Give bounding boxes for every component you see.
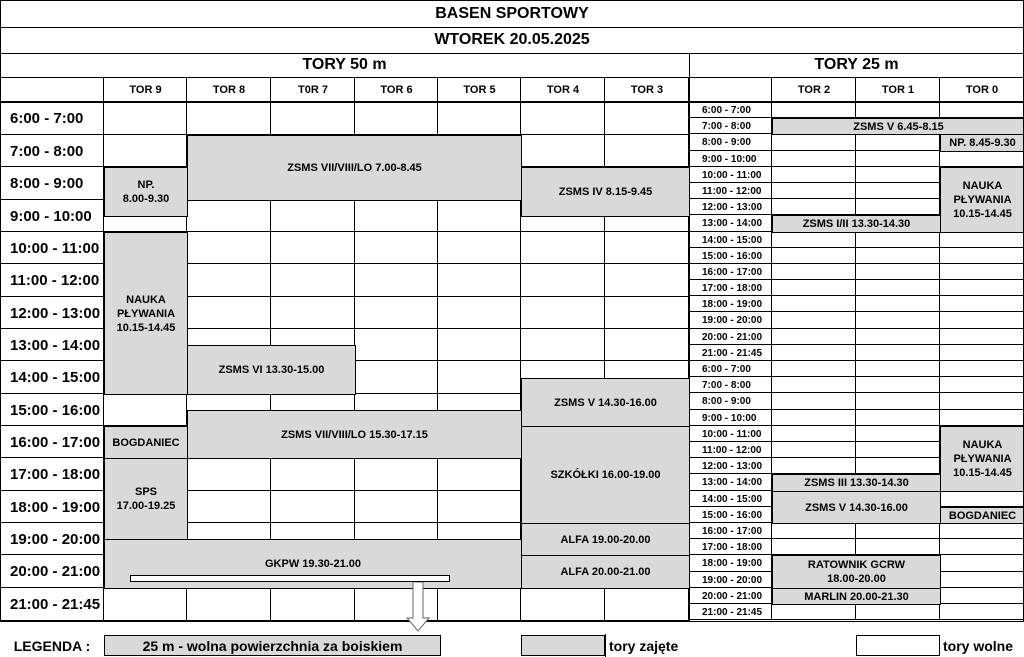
booking-25m[interactable]: ZSMS V 14.30-16.00 (772, 491, 941, 524)
slot-cell-50 (187, 232, 271, 264)
time-label-50: 9:00 - 10:00 (10, 207, 92, 225)
slot-cell-50 (521, 329, 605, 361)
slot-cell-25 (772, 151, 856, 167)
legend-label: LEGENDA : (13, 637, 91, 654)
slot-cell-25 (856, 377, 940, 393)
slot-cell-50 (438, 361, 521, 394)
time-label-25: 6:00 - 7:00 (702, 104, 751, 116)
slot-cell-50 (605, 102, 689, 135)
slot-cell-50 (187, 102, 271, 135)
slot-cell-25 (772, 199, 856, 215)
lane-header-25-tor-1: TOR 1 (881, 83, 915, 96)
slot-cell-25 (940, 102, 1024, 118)
booking-50m[interactable]: GKPW 19.30-21.00 (104, 539, 522, 589)
slot-cell-25 (940, 377, 1024, 393)
slot-cell-50 (521, 232, 605, 264)
slot-cell-25 (940, 491, 1024, 507)
slot-cell-50 (438, 102, 521, 135)
slot-cell-50 (355, 232, 438, 264)
slot-cell-25 (772, 134, 856, 151)
slot-cell-50 (271, 102, 355, 135)
slot-cell-25 (772, 280, 856, 296)
time-label-25: 8:00 - 9:00 (702, 396, 751, 407)
lane-header-tor-6: TOR 6 (380, 83, 413, 96)
time-label-25: 17:00 - 18:00 (702, 541, 763, 553)
time-label-25: 7:00 - 8:00 (702, 120, 751, 132)
slot-cell-50 (438, 297, 521, 329)
slot-cell-25 (856, 410, 940, 426)
time-label-50: 16:00 - 17:00 (10, 433, 101, 451)
time-label-25: 16:00 - 17:00 (702, 266, 763, 278)
time-label-25: 12:00 - 13:00 (702, 201, 763, 213)
slot-cell-50 (521, 264, 605, 297)
booking-25m[interactable]: NP. 8.45-9.30 (940, 134, 1024, 152)
time-label-50: 14:00 - 15:00 (10, 369, 101, 386)
lane-header-tor-8: TOR 8 (212, 83, 246, 96)
time-label-25: 20:00 - 21:00 (702, 590, 763, 602)
slot-cell-50 (187, 264, 271, 297)
slot-cell-25 (772, 167, 856, 183)
slot-cell-25 (856, 329, 940, 345)
booking-50m[interactable]: ALFA 20.00-21.00 (521, 555, 690, 589)
slot-cell-25 (772, 312, 856, 329)
time-label-25: 17:00 - 18:00 (702, 282, 763, 294)
grid-left-rule (0, 0, 1, 621)
slot-cell-25 (772, 264, 856, 280)
slot-cell-25 (940, 539, 1024, 555)
slot-cell-50 (355, 264, 438, 297)
page-title: BASEN SPORTOWY (435, 4, 589, 22)
booking-50m[interactable]: ZSMS V 14.30-16.00 (521, 378, 690, 427)
slot-cell-25 (856, 604, 940, 620)
slot-cell-25 (856, 426, 940, 442)
slot-cell-50 (521, 588, 605, 621)
booking-25m[interactable]: BOGDANIEC (940, 507, 1024, 524)
area-25m-marker (130, 575, 450, 582)
slot-cell-50 (521, 102, 605, 135)
time-label-25: 18:00 - 19:00 (702, 558, 763, 569)
slot-cell-25 (772, 539, 856, 555)
slot-cell-50 (355, 297, 438, 329)
slot-cell-25 (940, 232, 1024, 248)
time-label-25: 11:00 - 12:00 (702, 185, 762, 197)
time-label-50: 20:00 - 21:00 (10, 563, 101, 580)
date-heading: WTOREK 20.05.2025 (434, 31, 590, 48)
slot-cell-25 (772, 248, 856, 264)
booking-25m[interactable]: NAUKA PŁYWANIA 10.15-14.45 (940, 426, 1024, 492)
slot-cell-25 (940, 296, 1024, 312)
slot-cell-25 (856, 232, 940, 248)
time-label-25: 15:00 - 16:00 (702, 509, 763, 521)
slot-cell-25 (940, 393, 1024, 410)
time-label-50: 17:00 - 18:00 (10, 466, 101, 483)
time-label-25: 13:00 - 14:00 (702, 477, 763, 488)
time-label-25: 7:00 - 8:00 (702, 379, 751, 391)
time-label-25: 15:00 - 16:00 (702, 250, 763, 262)
slot-cell-25 (856, 393, 940, 410)
slot-cell-25 (856, 264, 940, 280)
lane-header-tor-5: TOR 5 (463, 83, 496, 96)
slot-cell-50 (355, 329, 438, 361)
slot-cell-50 (355, 102, 438, 135)
section-25m-heading: TORY 25 m (814, 56, 899, 73)
slot-cell-50 (104, 588, 187, 621)
time-label-50: 15:00 - 16:00 (10, 401, 101, 419)
slot-cell-25 (772, 296, 856, 312)
legend-free-label: tory wolne (943, 637, 1014, 654)
slot-cell-25 (772, 393, 856, 410)
lane-header-25-tor-0: TOR 0 (965, 83, 999, 96)
slot-cell-50 (605, 588, 689, 621)
slot-cell-50 (271, 200, 355, 232)
slot-cell-50 (605, 264, 689, 297)
slot-cell-25 (856, 361, 940, 377)
booking-50m[interactable]: ZSMS VII/VIII/LO 15.30-17.15 (187, 410, 522, 459)
time-label-25: 14:00 - 15:00 (702, 493, 763, 505)
slot-cell-50 (187, 200, 271, 232)
time-label-25: 11:00 - 12:00 (702, 444, 762, 456)
slot-cell-50 (104, 135, 187, 167)
slot-cell-25 (940, 410, 1024, 426)
booking-50m[interactable]: ZSMS IV 8.15-9.45 (521, 167, 690, 217)
booking-50m[interactable]: NAUKA PŁYWANIA 10.15-14.45 (104, 232, 188, 395)
slot-cell-50 (355, 491, 438, 523)
slot-cell-50 (271, 264, 355, 297)
section-divider-rule (689, 53, 690, 621)
slot-cell-25 (772, 458, 856, 474)
time-label-25: 19:00 - 20:00 (702, 315, 763, 326)
slot-cell-25 (940, 572, 1024, 588)
slot-cell-25 (940, 280, 1024, 296)
slot-cell-25 (772, 232, 856, 248)
slot-cell-25 (940, 523, 1024, 539)
booking-25m[interactable]: MARLIN 20.00-21.30 (772, 588, 941, 605)
time-label-25: 10:00 - 11:00 (702, 169, 762, 181)
slot-cell-50 (605, 329, 689, 361)
slot-cell-25 (772, 604, 856, 620)
slot-cell-50 (438, 458, 521, 491)
slot-cell-50 (438, 264, 521, 297)
slot-cell-25 (940, 345, 1024, 361)
booking-25m[interactable]: ZSMS I/II 13.30-14.30 (772, 215, 941, 233)
slot-cell-25 (856, 183, 940, 199)
down-arrow-icon (406, 582, 430, 632)
time-label-50: 7:00 - 8:00 (10, 142, 84, 160)
slot-cell-25 (772, 377, 856, 393)
time-label-25: 16:00 - 17:00 (702, 525, 763, 537)
header-rule (0, 77, 1024, 78)
slot-cell-50 (187, 491, 271, 523)
slot-cell-50 (271, 588, 355, 621)
time-label-50: 10:00 - 11:00 (10, 239, 100, 257)
slot-cell-50 (271, 232, 355, 264)
slot-cell-25 (940, 264, 1024, 280)
slot-cell-25 (940, 604, 1024, 620)
time-label-50: 11:00 - 12:00 (10, 272, 100, 289)
slot-cell-50 (187, 297, 271, 329)
lane-header-tor-9: TOR 9 (129, 83, 162, 96)
slot-cell-25 (856, 312, 940, 329)
slot-cell-25 (856, 458, 940, 474)
legend-25m-area: 25 m - wolna powierzchnia za boiskiem (104, 635, 441, 656)
booking-25m[interactable]: NAUKA PŁYWANIA 10.15-14.45 (940, 167, 1024, 233)
booking-50m[interactable]: SPS 17.00-19.25 (104, 458, 188, 540)
slot-cell-25 (772, 426, 856, 442)
slot-cell-25 (856, 102, 940, 118)
slot-cell-25 (772, 329, 856, 345)
slot-cell-25 (940, 361, 1024, 377)
slot-cell-25 (940, 329, 1024, 345)
slot-cell-50 (104, 394, 187, 426)
time-label-50: 18:00 - 19:00 (10, 498, 101, 516)
slot-cell-50 (605, 232, 689, 264)
slot-cell-25 (856, 442, 940, 458)
slot-cell-50 (438, 588, 521, 621)
slot-cell-25 (940, 151, 1024, 167)
booking-50m[interactable]: ZSMS VI 13.30-15.00 (187, 345, 356, 395)
booking-50m[interactable]: NP. 8.00-9.30 (104, 167, 188, 217)
slot-cell-25 (856, 523, 940, 539)
time-label-25: 14:00 - 15:00 (702, 234, 763, 246)
slot-cell-25 (940, 555, 1024, 572)
slot-cell-25 (940, 248, 1024, 264)
time-label-50: 12:00 - 13:00 (10, 304, 101, 322)
booking-50m[interactable]: BOGDANIEC (104, 426, 188, 459)
time-label-25: 21:00 - 21:45 (702, 606, 763, 618)
slot-cell-25 (940, 588, 1024, 604)
time-label-50: 6:00 - 7:00 (10, 110, 84, 127)
slot-cell-50 (104, 102, 187, 135)
slot-cell-25 (856, 296, 940, 312)
lane-header-cell (0, 77, 104, 102)
booking-50m[interactable]: SZKÓŁKI 16.00-19.00 (521, 426, 690, 524)
slot-cell-25 (772, 183, 856, 199)
lane-header-25-tor-2: TOR 2 (797, 83, 831, 96)
time-label-25: 19:00 - 20:00 (702, 574, 763, 586)
slot-cell-50 (271, 297, 355, 329)
legend-occupied-swatch (521, 635, 605, 656)
time-label-50: 21:00 - 21:45 (10, 596, 101, 613)
booking-25m[interactable]: ZSMS V 6.45-8.15 (772, 118, 1024, 135)
slot-cell-50 (271, 458, 355, 491)
header-rule (0, 53, 1024, 54)
slot-cell-50 (355, 200, 438, 232)
slot-cell-25 (772, 361, 856, 377)
slot-cell-50 (271, 491, 355, 523)
slot-cell-50 (438, 491, 521, 523)
slot-cell-25 (856, 345, 940, 361)
slot-cell-50 (438, 329, 521, 361)
slot-cell-25 (940, 312, 1024, 329)
slot-cell-25 (856, 134, 940, 151)
header-rule (0, 27, 1024, 28)
slot-cell-50 (187, 458, 271, 491)
time-label-25: 6:00 - 7:00 (702, 363, 751, 375)
time-label-25: 13:00 - 14:00 (702, 218, 763, 229)
slot-cell-50 (605, 135, 689, 167)
time-label-25: 12:00 - 13:00 (702, 460, 763, 472)
slot-cell-50 (605, 297, 689, 329)
title-top-rule (0, 0, 1024, 1)
booking-50m[interactable]: ALFA 19.00-20.00 (521, 523, 690, 556)
lane-header-t0r-7: T0R 7 (298, 83, 328, 96)
booking-25m[interactable]: RATOWNIK GCRW 18.00-20.00 (772, 555, 941, 589)
slot-cell-50 (521, 297, 605, 329)
time-label-50: 13:00 - 14:00 (10, 336, 101, 354)
slot-cell-25 (856, 167, 940, 183)
slot-cell-25 (772, 523, 856, 539)
slot-cell-50 (438, 232, 521, 264)
time-label-25: 10:00 - 11:00 (702, 428, 762, 440)
lane-header-tor-4: TOR 4 (546, 83, 580, 96)
slot-cell-25 (772, 345, 856, 361)
time-label-25: 20:00 - 21:00 (702, 331, 763, 343)
lane-header-cell (689, 77, 772, 102)
time-label-50: 8:00 - 9:00 (10, 175, 84, 192)
header-rule (0, 102, 1024, 103)
slot-cell-25 (856, 199, 940, 215)
booking-50m[interactable]: ZSMS VII/VIII/LO 7.00-8.45 (187, 135, 522, 201)
slot-cell-50 (521, 135, 605, 167)
slot-cell-25 (856, 280, 940, 296)
slot-cell-25 (772, 442, 856, 458)
slot-cell-25 (772, 410, 856, 426)
slot-cell-25 (856, 151, 940, 167)
section-50m-heading: TORY 50 m (302, 56, 387, 73)
slot-cell-50 (355, 458, 438, 491)
legend-occupied-label: tory zajęte (605, 634, 689, 657)
lane-header-tor-3: TOR 3 (630, 83, 664, 96)
slot-cell-50 (438, 200, 521, 232)
time-label-25: 8:00 - 9:00 (702, 137, 751, 148)
slot-cell-25 (856, 248, 940, 264)
slot-cell-50 (355, 361, 438, 394)
time-label-25: 18:00 - 19:00 (702, 298, 763, 310)
slot-cell-25 (856, 539, 940, 555)
booking-25m[interactable]: ZSMS III 13.30-14.30 (772, 474, 941, 492)
time-label-25: 9:00 - 10:00 (702, 153, 757, 165)
time-label-50: 19:00 - 20:00 (10, 530, 101, 548)
legend-free-swatch (856, 635, 940, 656)
slot-cell-50 (187, 588, 271, 621)
time-label-25: 21:00 - 21:45 (702, 347, 763, 359)
grid-bottom-rule (0, 621, 1024, 622)
time-label-25: 9:00 - 10:00 (702, 412, 757, 424)
slot-cell-25 (772, 102, 856, 118)
